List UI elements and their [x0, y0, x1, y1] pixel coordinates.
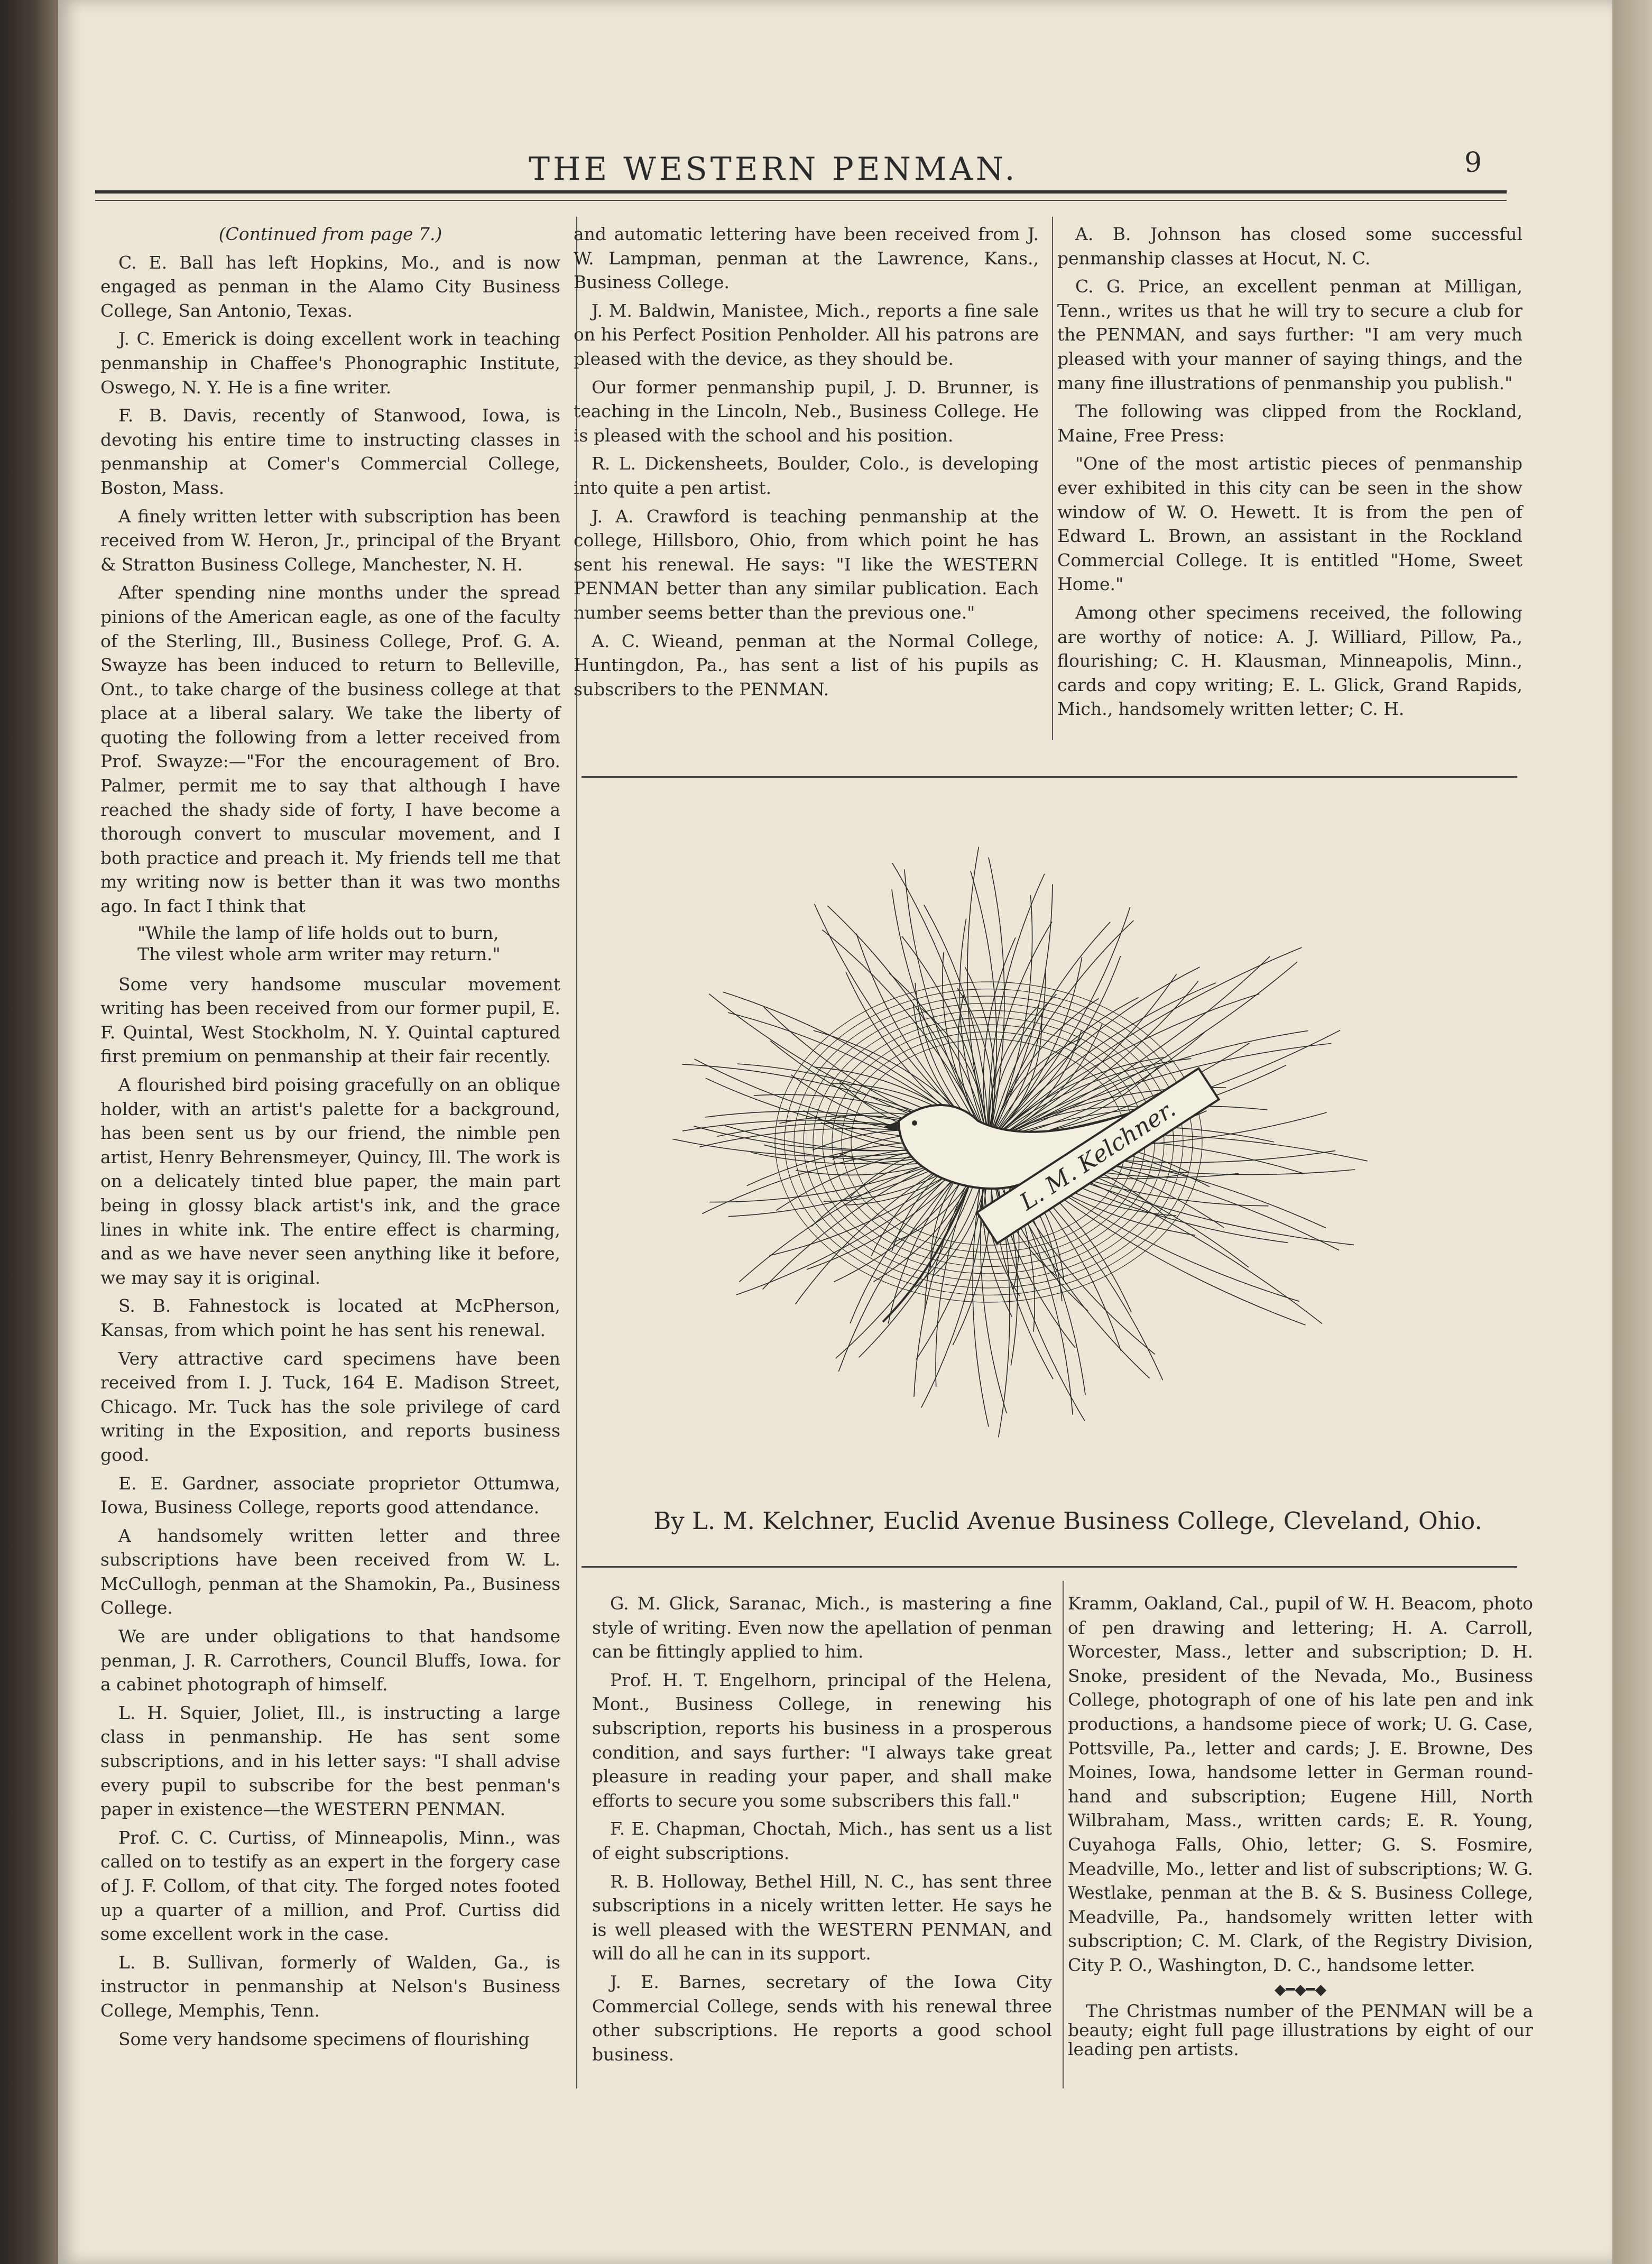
paragraph: The following was clipped from the Rockland, Maine, Free Press:	[1057, 401, 1522, 446]
paragraph: Prof. C. C. Curtiss, of Minneapolis, Minn., was called on to testify as an expert in the forgery case of J. F. Collom, of that city. The forged notes footed up a quarter of a million, and Prof. Curtiss did some excellent work in the case.	[100, 1827, 560, 1945]
paragraph: Kramm, Oakland, Cal., pupil of W. H. Beacom, photo of pen drawing and lettering; H. A. Carroll, Worcester, Mass., letter and subscription; D. H. Snoke, president of the Nevada, Mo., Business College, photograph of one of his late pen and ink productions, a handsome piece of work; U. G. Case, Pottsville, Pa., letter and cards; J. E. Browne, Des Moines, Iowa, handsome letter in German round-hand and subscription; Eugene Hill, North Wilbraham, Mass., written cards; E. R. Young, Cuyahoga Falls, Ohio, letter; G. S. Fosmire, Meadville, Mo., letter and list of subscriptions; W. G. Westlake, penman at the B. & S. Business College, Meadville, Pa., handsomely written letter with subscription; C. M. Clark, of the Registry Division, City P. O., Washington, D. C., handsome letter.	[1068, 1593, 1533, 1975]
paragraph: Some very handsome specimens of flourishing	[118, 2028, 530, 2049]
paragraph: We are under obligations to that handsome penman, J. R. Carrothers, Council Bluffs, Iowa. for a cabinet photograph of himself.	[100, 1626, 560, 1695]
banner-signature: L. M. Kelchner.	[1015, 1095, 1180, 1216]
column-1	[100, 222, 560, 2055]
column-3	[1057, 222, 1522, 725]
paragraph: A finely written letter with subscription has been received from W. Heron, Jr., principal of the Bryant & Stratton Business College, Manchester, N. H.	[100, 505, 560, 575]
column-4	[592, 1591, 1052, 2070]
book-binding	[0, 0, 63, 2264]
figure-top-rule	[582, 776, 1517, 778]
flourish-stroke	[989, 922, 1110, 1142]
verse-line-2: The vilest whole arm writer may return."	[137, 943, 501, 964]
paragraph: A handsomely written letter and three subscriptions have been received from W. L. McCullogh, penman at the Shamokin, Pa., Business College.	[100, 1525, 560, 1618]
paragraph: R. L. Dickensheets, Boulder, Colo., is developing into quite a pen artist.	[574, 453, 1039, 498]
paragraph: and automatic lettering have been received from J. W. Lampman, penman at the Lawrence, Kans., Business College.	[574, 224, 1039, 293]
paragraph: A. C. Wieand, penman at the Normal College, Huntingdon, Pa., has sent a list of his pupils as subscribers to the PENMAN.	[574, 630, 1039, 700]
paragraph: After spending nine months under the spread pinions of the American eagle, as one of the faculty of the Sterling, Ill., Business College, Prof. G. A. Swayze has been induced to return to Belleville, Ont., to take charge of the business college at that place at a liberal salary. We take the liberty of quoting the following from a letter received from Prof. Swayze:—"For the encouragement of Bro. Palmer, permit me to say that although I have reached the shady side of forty, I have become a thorough convert to muscular movement, and I both practice and preach it. My friends tell me that my writing now is better than it was two months ago. In fact I think that	[100, 582, 560, 917]
flourish-stroke	[989, 956, 1121, 1142]
paragraph: F. B. Davis, recently of Stanwood, Iowa, is devoting his entire time to instructing classes in penmanship at Comer's Commercial College, Boston, Mass.	[100, 405, 560, 498]
paragraph: J. M. Baldwin, Manistee, Mich., reports a fine sale on his Perfect Position Penholder. All his patrons are pleased with the device, as they should be.	[574, 300, 1039, 369]
masthead-title: THE WESTERN PENMAN.	[529, 151, 1018, 188]
paragraph: C. G. Price, an excellent penman at Milligan, Tenn., writes us that he will try to secure a club for the PENMAN, and says further: "I am very much pleased with your manner of saying things, and the many fine illustrations of penmanship you publish."	[1057, 276, 1522, 393]
flourished-bird-illustration	[650, 804, 1528, 1512]
ornament-divider: ◆━◆━◆	[1274, 1980, 1327, 1998]
paragraph: "One of the most artistic pieces of penmanship ever exhibited in this city can be seen in the show window of W. O. Hewett. It is from the pen of Edward L. Brown, an assistant in the Rockland Commercial College. It is entitled "Home, Sweet Home."	[1057, 453, 1522, 595]
paragraph: J. C. Emerick is doing excellent work in teaching penmanship in Chaffee's Phonographic Institute, Oswego, N. Y. He is a fine writer.	[100, 328, 560, 398]
column-2	[574, 222, 1039, 705]
figure-caption: By L. M. Kelchner, Euclid Avenue Business College, Cleveland, Ohio.	[653, 1507, 1482, 1535]
figure-bottom-rule	[582, 1566, 1517, 1568]
paragraph: A flourished bird poising gracefully on an oblique holder, with an artist's palette for a background, has been sent us by our friend, the nimble pen artist, Henry Behrensmeyer, Quincy, Ill. The work is on a delicately tinted blue paper, the main part being in glossy black artist's ink, and the grace lines in white ink. The entire effect is charming, and as we have never seen anything like it before, we may say it is original.	[100, 1074, 560, 1288]
page-edge	[1612, 0, 1652, 2264]
paragraph: G. M. Glick, Saranac, Mich., is mastering a fine style of writing. Even now the apellation of penman can be fittingly applied to him.	[592, 1593, 1052, 1662]
continued-note: (Continued from page 7.)	[218, 224, 442, 244]
paragraph: R. B. Holloway, Bethel Hill, N. C., has sent three subscriptions in a nicely written letter. He says he is well pleased with the WESTERN PENMAN, and will do all he can in its support.	[592, 1871, 1052, 1964]
column-rule	[1052, 217, 1053, 740]
column-rule	[1063, 1581, 1064, 2088]
flourish-stroke	[967, 847, 989, 1142]
page-number: 9	[1464, 147, 1482, 179]
paragraph: The Christmas number of the PENMAN will be a beauty; eight full page illustrations by eight of our leading pen artists.	[1068, 2000, 1533, 2059]
paragraph: L. B. Sullivan, formerly of Walden, Ga., is instructor in penmanship at Nelson's Business College, Memphis, Tenn.	[100, 1952, 560, 2021]
paragraph: Prof. H. T. Engelhorn, principal of the Helena, Mont., Business College, in renewing his subscription, reports his business in a prosperous condition, and says further: "I always take great pleasure in reading your paper, and shall make efforts to secure you some subscribers this fall."	[592, 1669, 1052, 1811]
header-rule	[95, 190, 1507, 194]
paragraph: F. E. Chapman, Choctah, Mich., has sent us a list of eight subscriptions.	[592, 1818, 1052, 1863]
paragraph: J. E. Barnes, secretary of the Iowa City Commercial College, sends with his renewal three other subscriptions. He reports a good school business.	[592, 1971, 1052, 2065]
column-5	[1068, 1591, 1533, 2063]
paragraph: C. E. Ball has left Hopkins, Mo., and is now engaged as penman in the Alamo City Business College, San Antonio, Texas.	[100, 252, 560, 321]
paragraph: A. B. Johnson has closed some successful penmanship classes at Hocut, N. C.	[1057, 224, 1522, 269]
verse-line-1: "While the lamp of life holds out to burn,	[137, 922, 499, 943]
verse-quote	[100, 923, 560, 965]
flourish-stroke	[989, 998, 1099, 1142]
paragraph: Very attractive card specimens have been received from I. J. Tuck, 164 E. Madison Street, Chicago. Mr. Tuck has the sole privilege of card writing in the Exposition, and reports business good.	[100, 1348, 560, 1465]
paragraph: Some very handsome muscular movement writing has been received from our former pupil, E. F. Quintal, West Stockholm, N. Y. Quintal captured first premium on penmanship at their fair recently.	[100, 973, 560, 1067]
header-rule-thin	[95, 200, 1507, 201]
paragraph: J. A. Crawford is teaching penmanship at the college, Hillsboro, Ohio, from which point he has sent his renewal. He says: "I like the WESTERN PENMAN better than any similar publication. Each number seems better than the previous one."	[574, 505, 1039, 623]
paragraph: Our former penmanship pupil, J. D. Brunner, is teaching in the Lincoln, Neb., Business College. He is pleased with the school and his position.	[574, 376, 1039, 446]
paragraph: Among other specimens received, the following are worthy of notice: A. J. Williard, Pillow, Pa., flourishing; C. H. Klausman, Minneapolis, Minn., cards and copy writing; E. L. Glick, Grand Rapids, Mich., handsomely written letter; C. H.	[1057, 602, 1522, 720]
paragraph: E. E. Gardner, associate proprietor Ottumwa, Iowa, Business College, reports good attendance.	[100, 1472, 560, 1518]
paragraph: L. H. Squier, Joliet, Ill., is instructing a large class in penmanship. He has sent some subscriptions, and in his letter says: "I shall advise every pupil to subscribe for the best penman's paper in existence—the WESTERN PENMAN.	[100, 1702, 560, 1820]
paragraph: S. B. Fahnestock is located at McPherson, Kansas, from which point he has sent his renewal.	[100, 1295, 560, 1340]
